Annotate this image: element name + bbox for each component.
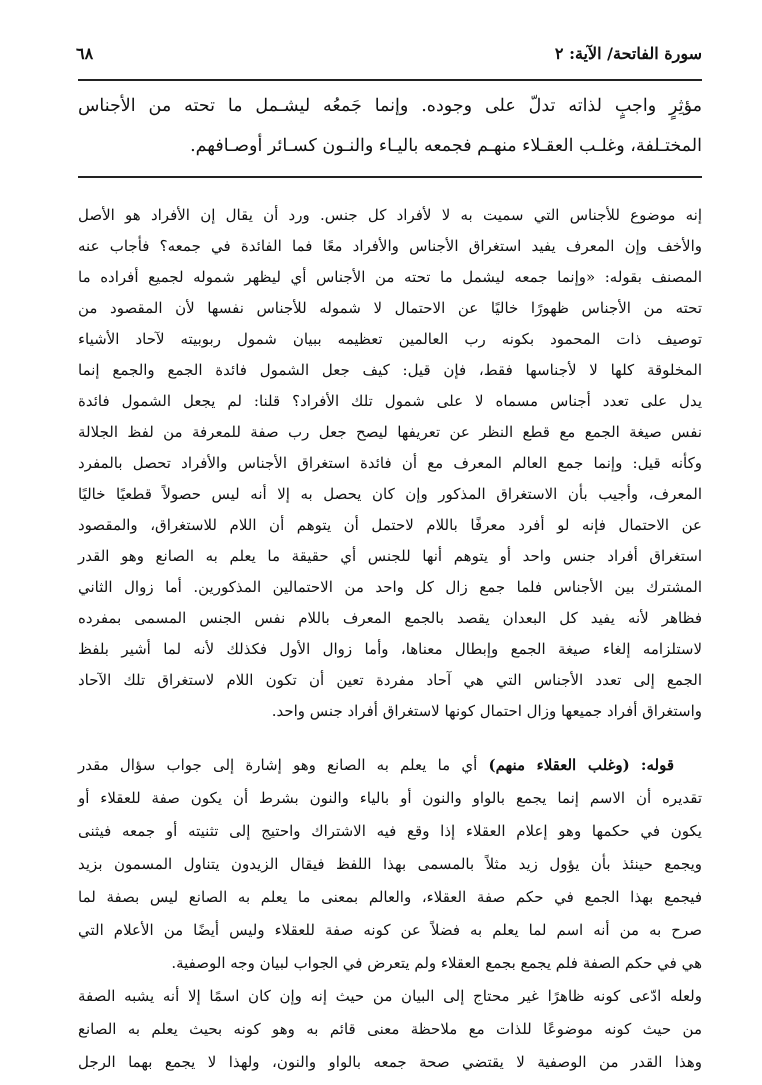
commentary-line: واستغراق أفراد جميعها وزال احتمال كونها لاستغراق أفراد جنس واحد.: [271, 702, 702, 720]
paragraph-line: ويجمع حينئذ بأن يؤول زيد مثلاً بالمسمى بهذا اللفظ فيقال الزيدون يتناول المسمون بزيد: [78, 855, 702, 873]
paragraph-lines: [78, 782, 702, 1079]
main-line: المختـلفة، وغلـب العقـلاء منهـم فجمعه باليـاء والنـون كسـائر أوصـافهم.: [190, 136, 702, 156]
paragraph-line: ولعله ادّعى كونه ظاهرًا غير محتاج إلى البيان من حيث إنه وإن كان اسمًا إلا أنه يشبه الصفة: [78, 987, 702, 1005]
commentary-line: نفس صيغة الجمع مع قطع النظر عن تعريفها ليصح جعل رب صفة للمعرفة من لفظ الجلالة: [78, 423, 702, 441]
commentary-line: وكأنه قيل: وإنما جمع العالم المعرف مع أن فائدة استغراق الأجناس والأفراد تحصل بالمفرد: [78, 454, 702, 472]
paragraph-line: فيجمع بهذا الجمع في حكم صفة العقلاء، والعالم بمعنى ما يعلم به الصانع ليس بصفة لما: [78, 888, 702, 906]
lead-label: قوله:: [640, 756, 674, 774]
footnote-area: [78, 200, 702, 1079]
paragraph-first-line: [78, 749, 702, 782]
commentary-line: المشترك بين الأجناس فلما جمع زال كل واحد من الاحتمالين المذكورين. أما زوال الثاني: [78, 578, 702, 596]
commentary-line: لاستلزامه إلغاء صيغة الجمع وإبطال معناها، وأما زوال الأول فكذلك لأنه لما أشير بلفظ: [78, 640, 702, 658]
paragraph-line: وهذا القدر من الوصفية لا يقتضي صحة جمعه بالواو والنون، ولهذا لا يجمع بهما الرجل: [78, 1053, 702, 1071]
commentary-line: يدل على تعدد أجناس مسماه لا على شمول تلك الأفراد؟ قلنا: لم يجعل الشمول فائدة: [78, 392, 702, 410]
footnote-rule: [78, 176, 702, 178]
header-rule: [78, 79, 702, 81]
commentary-line: استغراق أفراد جنس واحد أو يتوهم أنها للجنس أي حقيقة ما يعلم به الصانع وهو القدر: [78, 547, 702, 565]
commentary-line: والأخف وإن المعرف يفيد استغراق الأجناس والأفراد معًا فما الفائدة في جمعه؟ فأجاب عنه: [78, 237, 702, 255]
commentary-line: توصيف ذات المحمود بكونه رب العالمين تعظيمه ببيان شمول ربوبيته لآحاد الأشياء: [78, 330, 702, 348]
paragraph-line: هي في حكم الصفة فلم يجمع بجمع العقلاء ولم يتعرض في الجواب لبيان وجه الوصفية.: [171, 954, 702, 972]
commentary-line: عن الاحتمال فإنه لو أفرد معرفًا باللام لاحتمل أن يتوهم أن اللام للاستغراق، والمقصود: [78, 516, 702, 534]
main-text: [78, 86, 702, 166]
commentary-text: [78, 200, 702, 727]
main-line: مؤثِرٍ واجبٍ لذاته تدلّ على وجوده. وإنما جَمعُه ليشـمل ما تحته من الأجناس: [78, 96, 702, 116]
paragraph-line: يكون في حكمها وهو إعلام العقلاء إذا وقع فيه الاشتراك واحتيج إلى تثنيته أو جمعه فيثنى: [78, 822, 702, 840]
running-header: [70, 44, 702, 72]
commentary-line: المعرف، وأجيب بأن الاستغراق المذكور وإن كان يحصل به إلا أنه ليس حصولاً قطعيًا خاليًا: [78, 485, 702, 503]
commentary-line: إنه موضوع للأجناس التي سميت به لا لأفراد كل جنس. ورد أن يقال إن الأفراد هو الأصل: [78, 206, 702, 224]
first-line-rest: أي ما يعلم به الصانع وهو إشارة إلى جواب سؤال مقدر: [78, 756, 478, 774]
lead-quote: (وغلب العقلاء منهم): [488, 756, 630, 774]
commentary-line: المخلوقة كلها لا لأجناسها فقط، فإن قيل: كيف جعل الشمول فائدة الجمع والجمع إنما: [78, 361, 702, 379]
commentary-line: تحته من الأجناس ظهورًا خاليًا عن الاحتمال لا شموله للأجناس نفسها لأن المقصود من: [78, 299, 702, 317]
paragraph-line: تقديره أن الاسم إنما يجمع بالواو والنون أو بالياء والنون بشرط أن يكون صفة للعقلاء أو: [78, 789, 702, 807]
commentary-line: المصنف بقوله: «وإنما جمعه ليشمل ما تحته من الأجناس أي ليظهر شموله لجميع أفراده ما: [78, 268, 702, 286]
page-number: ٦٨: [76, 44, 94, 63]
commentary-line: الجمع إلى تعدد الأجناس التي هي آحاد مفردة تعين أن تكون اللام لاستغراق تلك الآحاد: [78, 671, 702, 689]
chapter-title: سورة الفاتحة/ الآية: ٢: [554, 44, 702, 63]
paragraph-line: من حيث كونه موضوعًا للذات مع ملاحظة معنى قائم به وهو كونه بحيث يعلم به الصانع: [78, 1020, 702, 1038]
commentary-paragraph: [78, 749, 702, 1079]
paragraph-line: صرح به من أنه اسم لما يعلم به فضلاً عن كونه صفة للعقلاء وليس أيضًا من الأعلام التي: [78, 921, 702, 939]
commentary-line: فظاهر لأنه يفيد كل البعدان يقصد بالجمع المعرف باللام نفس الجنس المسمى بمفرده: [78, 609, 702, 627]
